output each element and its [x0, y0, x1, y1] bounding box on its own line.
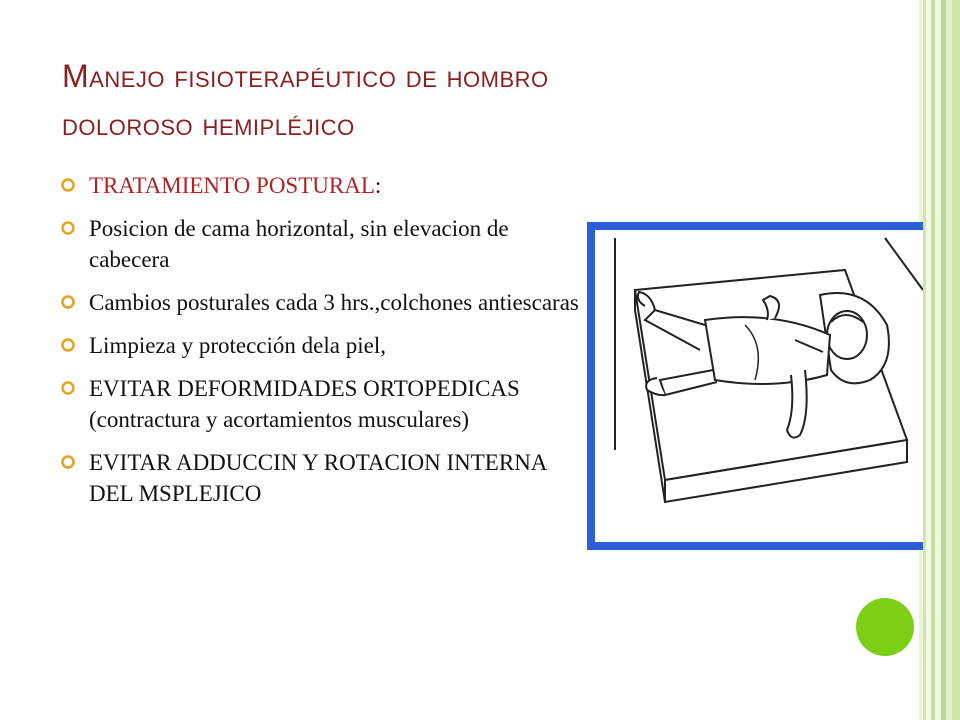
bullet-item: [58, 213, 588, 275]
bullet-list: [58, 170, 588, 521]
bullet-text: Posicion de cama horizontal, sin elevacion de cabecera: [89, 216, 509, 272]
bullet-item: [58, 287, 588, 318]
patient-illustration: [595, 230, 923, 542]
slide-title-line-2: doloroso hemipléjico: [62, 106, 355, 142]
bullet-text: EVITAR DEFORMIDADES ORTOPEDICAS (contractura y acortamientos musculares): [89, 376, 520, 432]
ring-bullet-icon: [60, 454, 76, 470]
ring-bullet-icon: [60, 337, 76, 353]
ring-bullet-icon: [60, 177, 76, 193]
patient-illustration-frame: [587, 222, 923, 550]
bullet-text: EVITAR ADDUCCIN Y ROTACION INTERNA DEL MSPLEJICO: [89, 450, 547, 506]
decor-band: [952, 0, 960, 720]
bullet-item: [58, 170, 588, 201]
ring-bullet-icon: [60, 380, 76, 396]
slide-title: [62, 52, 822, 148]
bullet-lead-text: TRATAMIENTO POSTURAL: [89, 173, 375, 198]
patient-lying-in-bed-illustration: [595, 230, 923, 542]
green-circle-decoration: [856, 598, 914, 656]
slide-title-line-1: Manejo fisioterapéutico de hombro: [62, 58, 549, 94]
bullet-item: [58, 373, 588, 435]
ring-bullet-icon: [60, 220, 76, 236]
bullet-item: [58, 330, 588, 361]
bullet-text: Cambios posturales cada 3 hrs.,colchones antiescaras: [89, 290, 579, 315]
bullet-lead-suffix: :: [374, 173, 382, 198]
bullet-text: Limpieza y protección dela piel,: [89, 333, 386, 358]
bullet-item: [58, 447, 588, 509]
ring-bullet-icon: [60, 294, 76, 310]
